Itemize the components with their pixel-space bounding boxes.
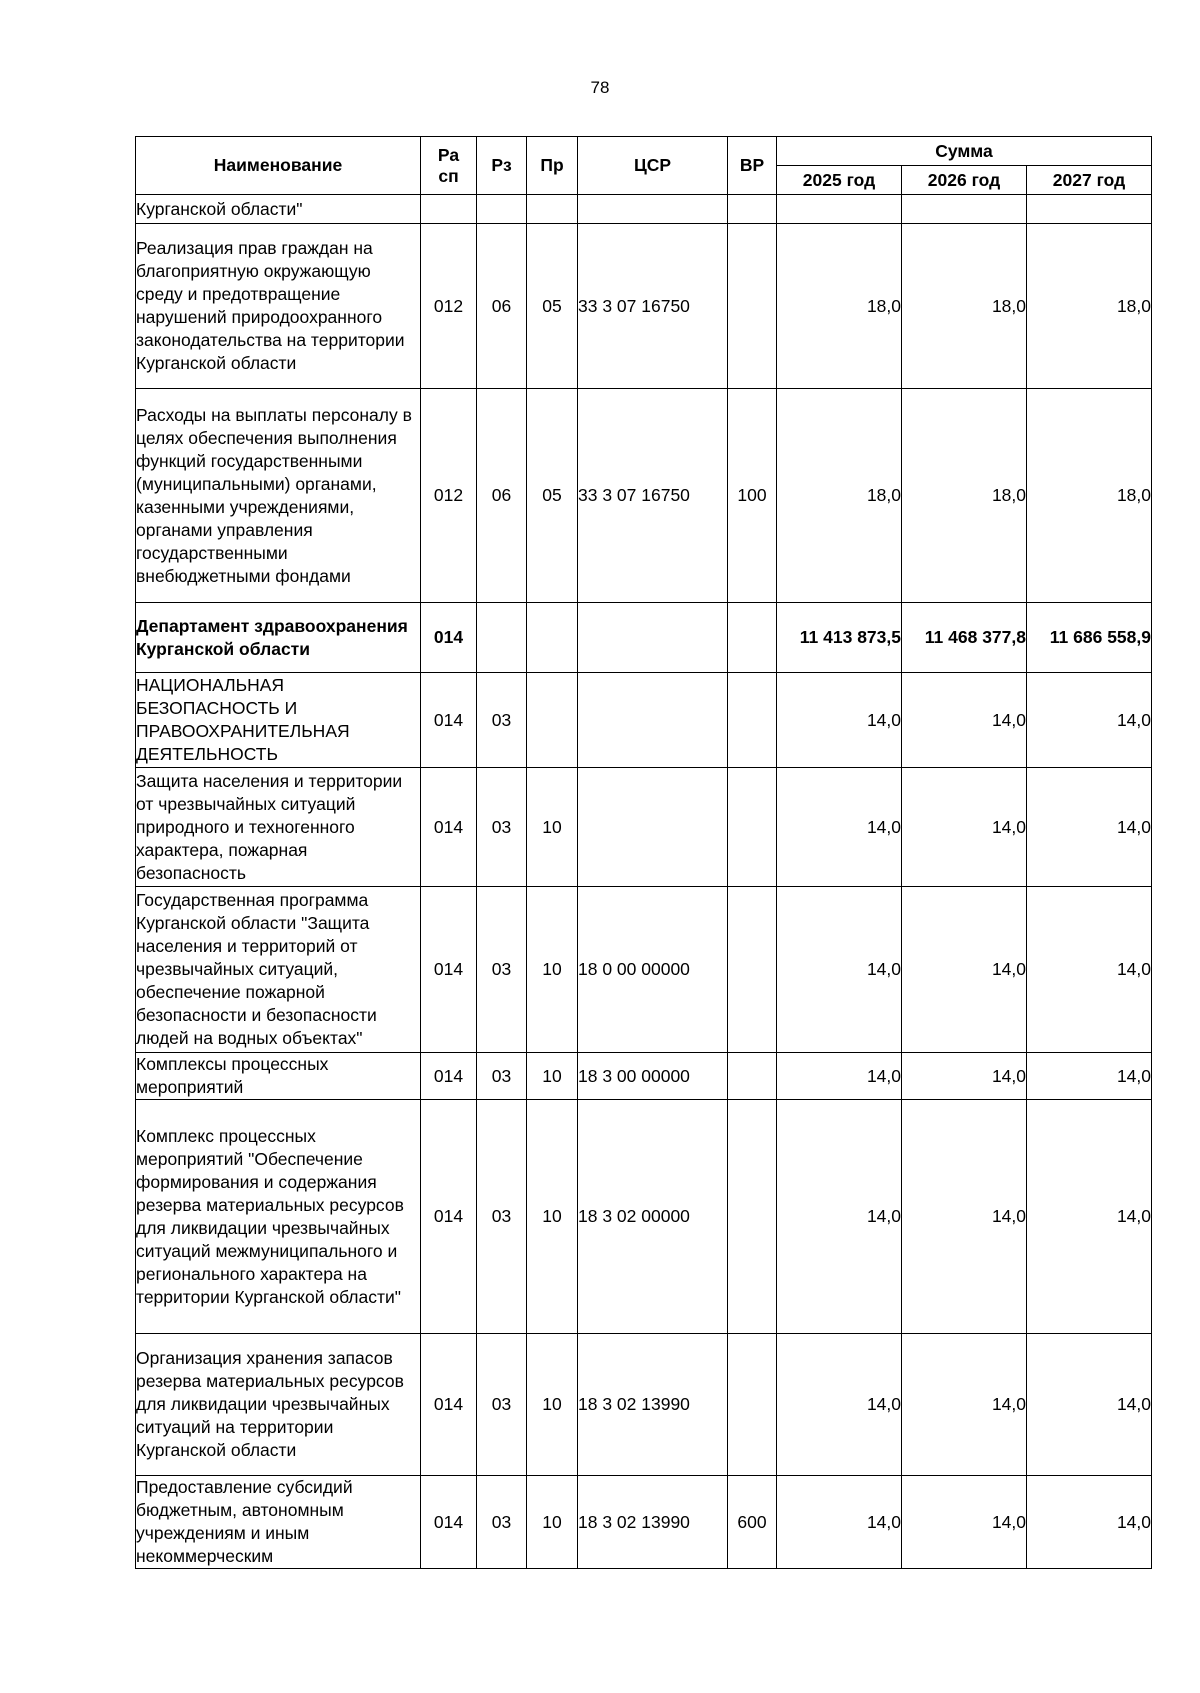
header-pr: Пр: [527, 137, 578, 195]
row-rasp: 014: [421, 1476, 477, 1569]
row-sum-2026: 14,0: [902, 1053, 1027, 1100]
row-rasp: 012: [421, 389, 477, 603]
header-rasp: [421, 137, 477, 195]
row-vr: [728, 1053, 777, 1100]
row-csr: 18 3 00 00000: [578, 1053, 728, 1100]
header-sum: Сумма: [777, 137, 1152, 166]
row-sum-2026: [902, 195, 1027, 224]
row-pr: [527, 603, 578, 673]
row-sum-2027: 18,0: [1027, 224, 1152, 389]
row-rz: 03: [477, 1100, 527, 1334]
row-sum-2025: 14,0: [777, 887, 902, 1053]
header-rasp-bottom: сп: [438, 165, 459, 186]
table-body: [136, 195, 1152, 1569]
row-csr: 18 3 02 13990: [578, 1476, 728, 1569]
row-vr: [728, 603, 777, 673]
row-sum-2026: 18,0: [902, 224, 1027, 389]
row-name: Комплекс процессных мероприятий "Обеспечение формирования и содержания резерва материальных ресурсов для ликвидации чрезвычайных ситуаций межмуниципального и регионального характера на территории Курганской области": [136, 1100, 421, 1334]
row-vr: 100: [728, 389, 777, 603]
row-csr: [578, 673, 728, 768]
row-vr: [728, 768, 777, 887]
row-csr: 18 3 02 13990: [578, 1334, 728, 1476]
table-row: [136, 887, 1152, 1053]
row-sum-2027: 11 686 558,9: [1027, 603, 1152, 673]
page-number: 78: [590, 78, 610, 97]
row-rasp: 014: [421, 1100, 477, 1334]
row-vr: [728, 1334, 777, 1476]
row-rz: 03: [477, 768, 527, 887]
row-sum-2027: 14,0: [1027, 768, 1152, 887]
row-sum-2027: 14,0: [1027, 673, 1152, 768]
row-vr: [728, 1100, 777, 1334]
row-sum-2025: 11 413 873,5: [777, 603, 902, 673]
header-2026: 2026 год: [902, 166, 1027, 195]
row-sum-2027: 14,0: [1027, 1476, 1152, 1569]
row-sum-2025: 14,0: [777, 1100, 902, 1334]
row-rz: [477, 195, 527, 224]
row-sum-2026: 14,0: [902, 887, 1027, 1053]
row-rasp: 012: [421, 224, 477, 389]
table-row: [136, 1053, 1152, 1100]
row-vr: [728, 224, 777, 389]
row-sum-2027: [1027, 195, 1152, 224]
row-rasp: 014: [421, 887, 477, 1053]
row-rz: [477, 603, 527, 673]
row-vr: [728, 887, 777, 1053]
row-sum-2027: 18,0: [1027, 389, 1152, 603]
row-sum-2026: 14,0: [902, 1334, 1027, 1476]
header-vr: ВР: [728, 137, 777, 195]
row-sum-2027: 14,0: [1027, 1334, 1152, 1476]
row-pr: 10: [527, 887, 578, 1053]
row-sum-2025: 14,0: [777, 1334, 902, 1476]
row-csr: 33 3 07 16750: [578, 389, 728, 603]
row-name: Департамент здравоохранения Курганской области: [136, 603, 421, 673]
header-2027: 2027 год: [1027, 166, 1152, 195]
row-pr: 05: [527, 224, 578, 389]
row-pr: 10: [527, 1334, 578, 1476]
table-row: [136, 603, 1152, 673]
row-rz: 03: [477, 1334, 527, 1476]
row-rz: 03: [477, 673, 527, 768]
row-rasp: 014: [421, 673, 477, 768]
budget-table: [135, 136, 1152, 1569]
row-name: Организация хранения запасов резерва материальных ресурсов для ликвидации чрезвычайных ситуаций на территории Курганской области: [136, 1334, 421, 1476]
header-2025: 2025 год: [777, 166, 902, 195]
row-name: Курганской области": [136, 195, 421, 224]
row-pr: 10: [527, 1100, 578, 1334]
header-csr: ЦСР: [578, 137, 728, 195]
row-pr: 10: [527, 768, 578, 887]
row-rasp: 014: [421, 768, 477, 887]
table-row: [136, 768, 1152, 887]
row-sum-2025: 18,0: [777, 389, 902, 603]
table-row: [136, 389, 1152, 603]
table-row: [136, 195, 1152, 224]
row-rasp: 014: [421, 1053, 477, 1100]
row-vr: [728, 195, 777, 224]
row-csr: [578, 768, 728, 887]
row-sum-2025: [777, 195, 902, 224]
row-rz: 03: [477, 1476, 527, 1569]
row-pr: 10: [527, 1053, 578, 1100]
row-sum-2026: 11 468 377,8: [902, 603, 1027, 673]
row-sum-2026: 18,0: [902, 389, 1027, 603]
row-name: Защита населения и территории от чрезвычайных ситуаций природного и техногенного характера, пожарная безопасность: [136, 768, 421, 887]
row-sum-2026: 14,0: [902, 673, 1027, 768]
row-name: Комплексы процессных мероприятий: [136, 1053, 421, 1100]
row-name: Реализация прав граждан на благоприятную окружающую среду и предотвращение нарушений природоохранного законодательства на территории Курганской области: [136, 224, 421, 389]
header-name: Наименование: [136, 137, 421, 195]
row-name: Расходы на выплаты персоналу в целях обеспечения выполнения функций государственными (муниципальными) органами, казенными учреждениями, органами управления государственными внебюджетными фондами: [136, 389, 421, 603]
row-rasp: [421, 195, 477, 224]
table-row: [136, 224, 1152, 389]
row-sum-2025: 14,0: [777, 768, 902, 887]
row-sum-2026: 14,0: [902, 768, 1027, 887]
table-row: [136, 1476, 1152, 1569]
table-row: [136, 1334, 1152, 1476]
row-sum-2027: 14,0: [1027, 1100, 1152, 1334]
row-rz: 06: [477, 389, 527, 603]
row-pr: 10: [527, 1476, 578, 1569]
row-sum-2026: 14,0: [902, 1476, 1027, 1569]
row-pr: [527, 195, 578, 224]
row-name: Государственная программа Курганской области "Защита населения и территорий от чрезвычайных ситуаций, обеспечение пожарной безопасности и безопасности людей на водных объектах": [136, 887, 421, 1053]
row-pr: [527, 673, 578, 768]
row-name: Предоставление субсидий бюджетным, автономным учреждениям и иным некоммерческим: [136, 1476, 421, 1569]
row-csr: [578, 603, 728, 673]
row-csr: [578, 195, 728, 224]
row-rasp: 014: [421, 603, 477, 673]
row-sum-2025: 14,0: [777, 1476, 902, 1569]
row-pr: 05: [527, 389, 578, 603]
row-sum-2025: 18,0: [777, 224, 902, 389]
table-row: [136, 1100, 1152, 1334]
row-sum-2025: 14,0: [777, 673, 902, 768]
row-csr: 18 0 00 00000: [578, 887, 728, 1053]
row-rz: 03: [477, 887, 527, 1053]
row-vr: [728, 673, 777, 768]
row-sum-2025: 14,0: [777, 1053, 902, 1100]
row-name: НАЦИОНАЛЬНАЯ БЕЗОПАСНОСТЬ И ПРАВООХРАНИТЕЛЬНАЯ ДЕЯТЕЛЬНОСТЬ: [136, 673, 421, 768]
row-sum-2026: 14,0: [902, 1100, 1027, 1334]
row-csr: 33 3 07 16750: [578, 224, 728, 389]
row-sum-2027: 14,0: [1027, 1053, 1152, 1100]
header-rasp-top: Ра: [437, 144, 460, 165]
row-rasp: 014: [421, 1334, 477, 1476]
row-csr: 18 3 02 00000: [578, 1100, 728, 1334]
header-rz: Рз: [477, 137, 527, 195]
row-vr: 600: [728, 1476, 777, 1569]
row-sum-2027: 14,0: [1027, 887, 1152, 1053]
table-row: [136, 673, 1152, 768]
row-rz: 03: [477, 1053, 527, 1100]
row-rz: 06: [477, 224, 527, 389]
